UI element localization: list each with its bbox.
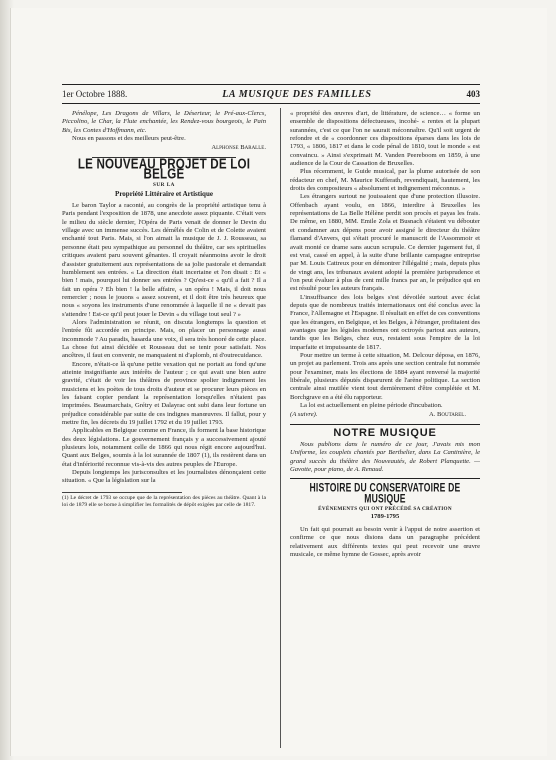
article-paragraph: Pour mettre un terme à cette situation, M. Delcour déposa, en 1876, un projet au parlement. Trois ans après une section centrale fut nommée pour l'examiner, mais les élections de 1884 ayant renversé la majorité libérale, plusieurs députés disparurent de l'arène politique. La section centrale ainsi mutilée vient tout dernièrement d'être complétée et M. Borchgrave en a été élu rapporteur. xyxy=(290,351,480,401)
intro-paragraph-2: Nous en passons et des meilleurs peut-être. xyxy=(72,135,186,143)
article-paragraph: Depuis longtemps les jurisconsultes et les journalistes dénonçaient cette situation. « Que la législation sur la xyxy=(62,469,266,485)
separator xyxy=(290,478,480,479)
signature-baralle: Alphonse Baralle. xyxy=(211,144,266,152)
separator xyxy=(290,424,480,425)
footnote-text: (1) Le décret de 1793 se occupe que de la représentation des pièces au théâtre. Quant à la loi de 1879 elle se borne à simplifier les formalités de dépôt exigées par celle de 1817. xyxy=(62,494,266,508)
article-paragraph: Le baron Taylor a raconté, au congrès de la propriété artistique tenu à Paris pendant l'exposition de 1878, une anecdote assez piquante. C'était vers le milieu du siècle dernier, l'Opéra de Paris venait de donner le Devin du village avec un immense succès. Les démêlés de Colin et de Colette avaient enchanté tout Paris. Mais, si l'on aimait la musique de J. J. Rousseau, sa personne était peu sympathique au personnel du théâtre, car ses spirituelles critiques avaient paru souvent gênantes. Il croyait néanmoins avoir le droit d'assister gratuitement aux représentations de sa jolie pastorale et demandait humblement ses entrées. « La direction était incertaine et l'on disait : Et « bien ! mais, pourquoi lui donner ses entrées ? Qu'est-ce « qu'il a fait ? Il a fait un opéra ? Eh bien ! la belle affaire, « un opéra ! Mais, il doit nous remercier ; nous le jouons « assez souvent, et il doit être très heureux que nous « soyons les instruments d'une renommée à laquelle il ne « devait pas s'attendre ! Est-ce qu'il peut jouer le Devin « du village tout seul ? » xyxy=(62,202,266,318)
notre-musique-text: Nous publions dans le numéro de ce jour, J'avais mis mon Uniforme, les couplets chantés par Berthelier, dans La Cantinière, le grand succès du théâtre des Nouveautés, de Robert Planquette. — Gavotte, pour piano, de A. Renaud. xyxy=(290,441,480,474)
column-divider xyxy=(280,108,281,748)
article-subtitle: Propriété Littéraire et Artistique xyxy=(115,189,213,198)
page-number: 403 xyxy=(466,89,480,99)
histoire-subtitle: ÉVÉNEMENTS QUI ONT PRÉCÉDÉ SA CRÉATION xyxy=(318,506,452,513)
to-be-continued: (A suivre). xyxy=(290,411,318,419)
histoire-paragraph: Un fait qui pourrait au besoin venir à l'appui de notre assertion et confirme ce que nous disions dans un paragraphe précédent relativement aux différents textes qui peut recevoir une œuvre musicale, ce même hymne de Gossec, après avoir xyxy=(290,525,480,558)
masthead xyxy=(62,84,480,104)
left-column xyxy=(62,110,266,508)
article-paragraph: Les étrangers surtout ne jouissaient que d'une protection illusoire. Offenbach ayant voulu, en 1866, interdire à Bruxelles les représentations de La Belle Hélène perdit son procès et payas les frais. De même, en 1880, MM. Emile Zola et Busnach s'étaient vu débouter et condamner aux dépens pour avoir assigné le directeur du théâtre flamand d'Anvers, qui s'était procuré le manuscrit de l'Assommoir et avait monté ce drame sans aucun scrupule. Ce dernier jugement fut, il est vrai, cassé en appel, à la suite d'une brillante campagne entreprise par M. Louis Cattreux pour en démontrer l'illégalité ; mais, depuis plus de vingt ans, les tribunaux avaient adopté la première jurisprudence et l'on peut évaluer à plus de cent mille francs par an, le préjudice qui en est résulté pour les auteurs français. xyxy=(290,193,480,293)
issue-date: 1er Octobre 1888. xyxy=(62,89,128,99)
article-paragraph: Alors l'administration se réunit, on discuta longtemps la question et l'entrée fût accordée en principe. Mais, on placer un personnage aussi incommode ? Au paradis, hasarda une voix, il sera très honoré de cette place. La chose fut ainsi décidée et Rousseau dut se tenir pour satisfait. Nos ancêtres, il faut en convenir, ne manquaient ni d'aplomb, ni d'outrecuidance. xyxy=(62,318,266,360)
article-paragraph: Applicables en Belgique comme en France, ils forment la base historique des deux législations. Le gouvernement français y a successivement ajouté plusieurs lois, notamment celle de 1866 qui nous régit encore aujourd'hui. Quant aux Belges, soumis à la loi surannée de 1807 (1), ils restèrent dans un état d'infériorité reconnue vis-à-vis des autres peuples de l'Europe. xyxy=(62,427,266,468)
article-paragraph: La loi est actuellement en pleine période d'incubation. xyxy=(300,402,443,410)
article-sign-row xyxy=(290,411,480,419)
article-paragraph: Encore, n'était-ce là qu'une petite vexation qui ne portait au fond qu'une atteinte insignifiante aux intérêts de l'auteur ; ce qui avait une bien autre gravité, c'était de voir les théâtres de province spolier indignement les musiciens et les poètes de tous droits d'auteur et se procurer leurs pièces en les faisant copier pendant la représentation lorsqu'elles n'étaient pas imprimées. Beaumarchais, Grétry et Dalayrac ont subi dans leur fortune un préjudice considérable par suite de ces indignes manœuvres. Il fallut, pour y mettre fin, les décrets du 19 juillet 1792 et du 19 juillet 1793. xyxy=(62,360,266,427)
article-headline: LE NOUVEAU PROJET DE LOI BELGE xyxy=(77,155,251,183)
section-title-histoire: HISTOIRE DU CONSERVATOIRE DE MUSIQUE xyxy=(309,481,461,506)
article-paragraph: Plus récemment, le Guide musical, par la plume autorisée de son rédacteur en chef, M. Maurice Kufferath, revendiquait, hautement, les droits des compositeurs « absolument et indignement méconnus. » xyxy=(290,168,480,193)
section-title-notre-musique: NOTRE MUSIQUE xyxy=(333,426,437,439)
histoire-years: 1789-1795 xyxy=(370,513,400,521)
journal-title: LA MUSIQUE DES FAMILLES xyxy=(222,88,372,100)
right-column xyxy=(290,110,480,559)
article-subtitle-small: SUR LA xyxy=(153,182,175,189)
article-paragraph: L'insuffisance des lois belges s'est dévoilée surtout avec éclat depuis que de nombreux traités internationaux ont été conclus avec la France, l'Allemagne et l'Espagne. Il résultait en effet de ces conventions que les étrangers, en Belgique, et les Belges, à l'étranger, profitaient des avantages que les législes modernes ont octroyés partout aux auteurs, tandis que les Belges, chez eux, restaient sous l'empire de la loi imparfaite et impuissante de 1817. xyxy=(290,293,480,351)
intro-paragraph: Pénélope, Les Dragons de Villars, le Déserteur, le Pré-aux-Clercs, Piccolino, le Char, la Flute enchantée, les Rendez-vous bourgeois, le Pain Bis, les Contes d'Hoffmann, etc. xyxy=(62,110,266,134)
footnote xyxy=(62,492,266,509)
article-paragraph: « propriété des œuvres d'art, de littérature, de science… « forme un ensemble de dispositions défectueuses, incohé- « rentes et la plupart surannées, c'est ce que l'on ne saurait méconnaître. Qu'il soit urgent de refondre et de « coordonner ces dispositions éparses dans les lois de 1793, « 1806, 1817 et dans le code pénal de 1810, tout le monde « est convaincu. » Ainsi s'exprimait M. Vanden Peereboom en 1859, à une audience de la Cour de Cassation de Bruxelles. xyxy=(290,110,480,168)
signature-boutarel: A. Boutarel. xyxy=(428,411,466,419)
